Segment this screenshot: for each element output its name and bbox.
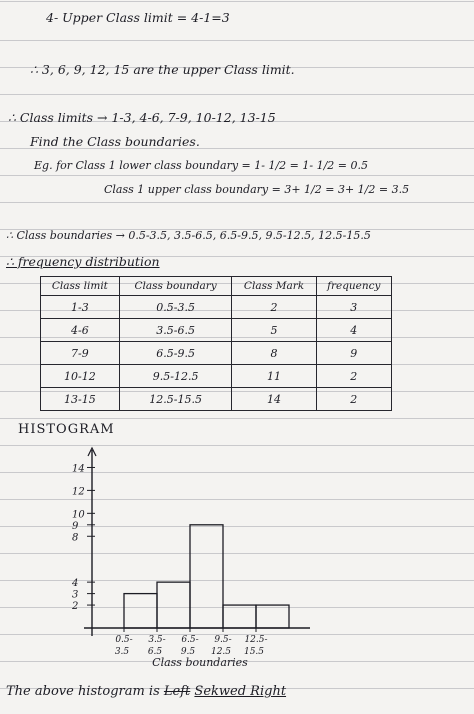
y-tick-label: 3 xyxy=(72,589,79,601)
frequency-table xyxy=(40,276,392,411)
histogram-bar xyxy=(190,525,223,628)
note-line-1: 4- Upper Class limit = 4-1=3 xyxy=(46,10,230,25)
table-row: 1-3 0.5-3.5 2 3 xyxy=(41,296,392,319)
note-line-6: Class 1 upper class boundary = 3+ 1/2 = 3+ 1/2 = 3.5 xyxy=(104,183,410,196)
x-tick-label: 9.5- xyxy=(214,635,232,645)
note-line-7: ∴ Class boundaries → 0.5-3.5, 3.5-6.5, 6.5-9.5, 9.5-12.5, 12.5-15.5 xyxy=(6,229,371,242)
y-tick-label: 8 xyxy=(72,532,79,544)
header-class-boundary: Class boundary xyxy=(119,277,232,296)
y-tick-label: 9 xyxy=(72,520,79,532)
note-line-4: Find the Class boundaries. xyxy=(30,134,200,149)
conclusion-struck: Left xyxy=(163,684,191,699)
note-line-5: Eg. for Class 1 lower class boundary = 1- 1/2 = 1- 1/2 = 0.5 xyxy=(34,159,368,172)
x-tick-label: 15.5 xyxy=(243,647,265,657)
table-row: 13-15 12.5-15.5 14 2 xyxy=(41,388,392,411)
table-row: 4-6 3.5-6.5 5 4 xyxy=(41,319,392,342)
conclusion-result: Sekwed Right xyxy=(194,684,287,699)
x-axis-label: Class boundaries xyxy=(152,656,248,669)
histogram-title: HISTOGRAM xyxy=(18,422,115,437)
table-row: 10-12 9.5-12.5 11 2 xyxy=(41,365,392,388)
x-tick-label: 0.5- xyxy=(115,635,133,645)
histogram-bar xyxy=(256,605,289,628)
table-row: 7-9 6.5-9.5 8 9 xyxy=(41,342,392,365)
bars xyxy=(124,525,289,628)
note-line-3: ∴ Class limits → 1-3, 4-6, 7-9, 10-12, 13-15 xyxy=(8,110,276,125)
header-class-mark: Class Mark xyxy=(232,277,316,296)
note-line-2: ∴ 3, 6, 9, 12, 15 are the upper Class limit. xyxy=(30,62,295,77)
header-class-limit: Class limit xyxy=(41,277,120,296)
x-ticks xyxy=(115,628,268,657)
x-tick-label: 6.5 xyxy=(147,647,163,657)
y-tick-label: 2 xyxy=(72,601,79,613)
header-frequency: frequency xyxy=(316,277,391,296)
histogram-chart xyxy=(0,440,474,680)
y-tick-label: 4 xyxy=(72,578,79,590)
y-axis xyxy=(88,448,96,636)
y-tick-label: 14 xyxy=(72,463,85,475)
x-tick-label: 12.5- xyxy=(244,635,268,645)
x-tick-label: 3.5 xyxy=(114,647,130,657)
x-tick-label: 6.5- xyxy=(181,635,199,645)
y-tick-label: 12 xyxy=(72,486,85,498)
histogram-bar xyxy=(157,582,190,628)
histogram-bar xyxy=(124,594,157,628)
x-tick-label: 3.5- xyxy=(148,635,166,645)
x-tick-label: 9.5 xyxy=(180,647,196,657)
y-tick-label: 10 xyxy=(72,509,85,521)
note-line-8: ∴ frequency distribution xyxy=(6,254,160,269)
histogram-bar xyxy=(223,605,256,628)
x-tick-label: 12.5 xyxy=(210,647,232,657)
conclusion-prefix: The above histogram is xyxy=(6,684,160,699)
conclusion-line xyxy=(6,684,286,700)
